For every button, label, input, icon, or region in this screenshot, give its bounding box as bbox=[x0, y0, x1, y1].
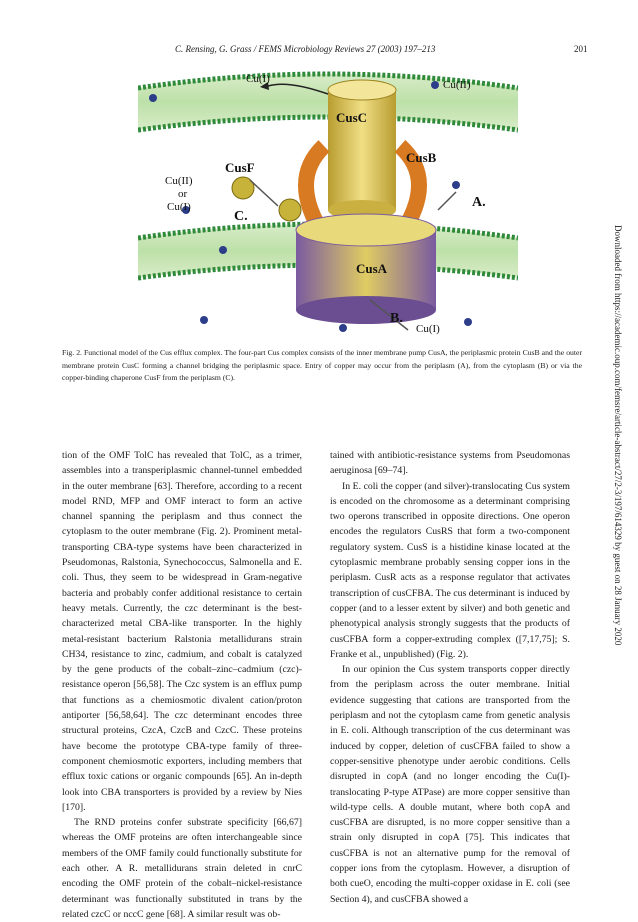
label-cu1-left: Cu(I) bbox=[167, 201, 191, 213]
body-column-left bbox=[62, 448, 302, 922]
label-a: A. bbox=[472, 195, 486, 210]
label-b: B. bbox=[390, 311, 403, 326]
label-cusa: CusA bbox=[356, 261, 388, 276]
label-cusc: CusC bbox=[336, 110, 368, 125]
paragraph: tained with antibiotic-resistance systems from Pseudomonas aeruginosa [69–74]. bbox=[330, 450, 570, 477]
label-cu2-left: Cu(II) bbox=[165, 175, 193, 187]
caption-label: Fig. 2. bbox=[62, 348, 82, 357]
label-cu1-top: Cu(I) bbox=[246, 73, 270, 85]
running-header bbox=[0, 44, 638, 58]
download-notice bbox=[611, 225, 625, 785]
figure-cus-efflux-model bbox=[138, 60, 518, 335]
label-c: C. bbox=[234, 209, 248, 224]
running-title: C. Rensing, G. Grass / FEMS Microbiology Reviews 27 (2003) 197–213 bbox=[175, 44, 436, 54]
label-cusb: CusB bbox=[406, 150, 437, 165]
label-cu2-top: Cu(II) bbox=[443, 79, 471, 91]
body-column-right bbox=[330, 448, 570, 907]
cusc-channel bbox=[328, 80, 396, 220]
caption-text: Functional model of the Cus efflux complex. The four-part Cus complex consists of the inner membrane pump CusA, the periplasmic protein CusB and the outer membrane protein CusC forming a channel bridging the periplasmic space. Entry of copper may occur from the periplasm (A), from the cytoplasm (B) or via the copper-binding chaperone CusF from the periplasm (C). bbox=[62, 348, 582, 383]
label-cu1-bottom: Cu(I) bbox=[416, 323, 440, 335]
paragraph: tion of the OMF TolC has revealed that TolC, as a trimer, assembles into a transperiplasmic channel-tunnel embedded in the outer membrane [63]. Therefore, according to a recent model RND, MFP and OMF interact to form an active channel spanning the periplasm and thus connect the cytoplasm to the outer membrane (Fig. 2). Prominent metal-transporting CBA-type systems have been characterized in Pseudomonas, Ralstonia, Synechococcus, Salmonella and E. coli. Thus, they seem to be widespread in Gram-negative bacteria and probably confer additional resistance to certain heavy metals. Currently, the czc determinant is the best-characterized metal CBA-like transporter. In the highly metal-resistant bacterium Ralstonia metallidurans strain CH34, resistance to zinc, cadmium, and cobalt is catalyzed by the gene products of the cobalt–zinc–cadmium (czc)-resistance operon [56,58]. The Czc system is an efflux pump that functions as a chemiosmotic divalent cation/proton antiporter [56,58,64]. The czc determinant encodes three structural proteins, CzcA, CzcB and CzcC. These proteins have become the prototype CBA-type family of three-component chemiosmotic exporters, including members that efflux toxic cations or organic compounds [65]. An in-depth look into CBA transporters is provided by a review by Nies [170]. bbox=[62, 450, 302, 813]
figure-caption bbox=[62, 347, 582, 385]
figure-illustration bbox=[138, 60, 518, 335]
page-number: 201 bbox=[574, 44, 588, 54]
download-notice-text: Downloaded from https://academic.oup.com/femsre/article-abstract/27/2-3/197/614329 by guest on 28 January 2020 bbox=[613, 225, 623, 646]
paragraph: The RND proteins confer substrate specificity [66,67] whereas the OMF proteins are often interchangeable since members of the OMF family could functionally substitute for each other. A R. metallidurans strain deleted in cnrC encoding the OMF protein of the cobalt–nickel-resistance determinant was functionally substituted in trans by the related czcC or nccC gene [68]. A similar result was ob- bbox=[62, 817, 302, 920]
label-cusf: CusF bbox=[225, 160, 255, 175]
paragraph: In E. coli the copper (and silver)-translocating Cus system is encoded on the chromosome as a determinant comprising two operons transcribed in opposite directions. One operon encodes the regulators CusRS that form a two-component regulatory system. CusS is a histidine kinase located at the cytoplasmic membrane probably sensing copper ions in the periplasm. CusR acts as a response regulator that activates transcription of cusCFBA. The cus determinant is induced by copper (and to a lesser extent by silver) and both genetic and phenotypical analysis strongly suggests that the products of cusCFBA form a copper-extruding complex ([7,17,75]; S. Franke et al., unpublished) (Fig. 2). bbox=[330, 480, 570, 660]
label-or: or bbox=[178, 188, 188, 200]
paragraph: In our opinion the Cus system transports copper directly from the periplasm across the outer membrane. Initial evidence suggesting that cations are transported from the periplasm and not the cytoplasm came from genetic analysis in E. coli. Although transcription of the cus determinant was induced by copper, deletion of cusCFBA failed to show a copper-sensitive phenotype under aerobic conditions. Cells disrupted in copA (and no longer encoding the Cu(I)-translocating P-type ATPase) are more copper sensitive than wild-type cells. A double mutant, where both copA and cusCFBA are disrupted, is no more copper sensitive than a strain only disrupted in copA [75]. This indicates that cusCFBA is not an alternative pump for the removal of copper ions from the cytoplasm. However, a disruption of both cueO, encoding the multi-copper oxidase in E. coli (see Section 4), and cusCFBA showed a bbox=[330, 664, 570, 905]
